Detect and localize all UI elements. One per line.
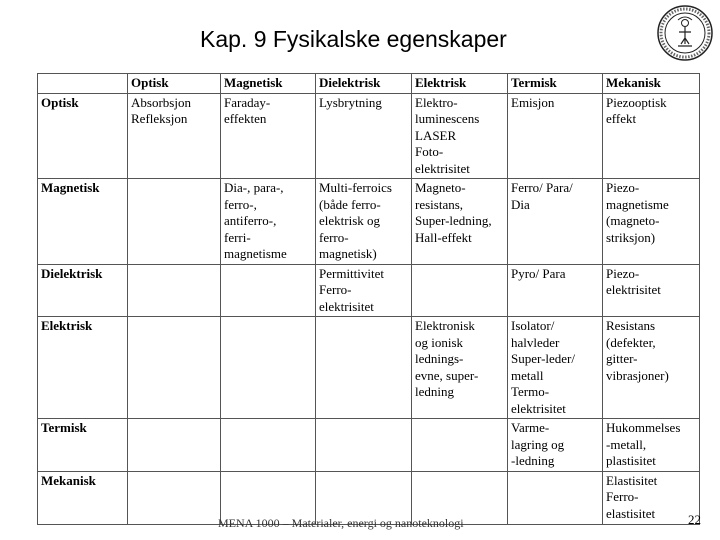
table-row: [38, 179, 700, 265]
table-cell: Varme- lagring og -ledning: [508, 419, 603, 472]
university-seal-logo: [656, 4, 714, 62]
table-cell: [128, 179, 221, 265]
table-cell: [128, 317, 221, 419]
table-cell: Permittivitet Ferro- elektrisitet: [316, 264, 412, 317]
table-cell: [316, 317, 412, 419]
slide-title: Kap. 9 Fysikalske egenskaper: [200, 26, 507, 52]
table-cell: [508, 471, 603, 524]
table-cell: Magneto- resistans, Super-ledning, Hall-effekt: [412, 179, 508, 265]
table-cell: Ferro/ Para/ Dia: [508, 179, 603, 265]
column-header-mekanisk: Mekanisk: [603, 74, 700, 94]
table-cell: Emisjon: [508, 93, 603, 179]
table-header-row: [38, 74, 700, 94]
table-row: [38, 264, 700, 317]
table-cell: Faraday- effekten: [221, 93, 316, 179]
table-row: [38, 317, 700, 419]
row-header-magnetisk: Magnetisk: [38, 179, 128, 265]
row-header-elektrisk: Elektrisk: [38, 317, 128, 419]
table-cell: [128, 419, 221, 472]
table-cell: [128, 471, 221, 524]
table-cell: [412, 264, 508, 317]
slide-footer: MENA 1000 – Materialer, energi og nanoteknologi: [218, 516, 464, 530]
table-cell: Elektronisk og ionisk lednings- evne, super- ledning: [412, 317, 508, 419]
table-row: [38, 93, 700, 179]
table-cell: [221, 317, 316, 419]
column-header-dielektrisk: Dielektrisk: [316, 74, 412, 94]
row-header-termisk: Termisk: [38, 419, 128, 472]
table-cell: [412, 419, 508, 472]
column-header-elektrisk: Elektrisk: [412, 74, 508, 94]
table-cell: [128, 264, 221, 317]
row-header-mekanisk: Mekanisk: [38, 471, 128, 524]
table-cell: Elastisitet Ferro- elastisitet: [603, 471, 700, 524]
table-cell: Piezo- elektrisitet: [603, 264, 700, 317]
table-cell: Pyro/ Para: [508, 264, 603, 317]
table-cell: Elektro- luminescens LASER Foto- elektrisitet: [412, 93, 508, 179]
properties-table: [37, 73, 700, 525]
table-cell: Piezooptisk effekt: [603, 93, 700, 179]
table-cell: Hukommelses -metall, plastisitet: [603, 419, 700, 472]
table-cell: Isolator/ halvleder Super-leder/ metall Termo- elektrisitet: [508, 317, 603, 419]
header-corner-cell: [38, 74, 128, 94]
table-cell: Multi-ferroics (både ferro- elektrisk og ferro- magnetisk): [316, 179, 412, 265]
table-row: [38, 419, 700, 472]
row-header-dielektrisk: Dielektrisk: [38, 264, 128, 317]
table-cell: [316, 419, 412, 472]
table-cell: [221, 419, 316, 472]
table-cell: Piezo- magnetisme (magneto- striksjon): [603, 179, 700, 265]
column-header-magnetisk: Magnetisk: [221, 74, 316, 94]
table-cell: [221, 264, 316, 317]
table-cell: Dia-, para-, ferro-, antiferro-, ferri- magnetisme: [221, 179, 316, 265]
table-cell: Lysbrytning: [316, 93, 412, 179]
column-header-optisk: Optisk: [128, 74, 221, 94]
table-cell: Absorbsjon Refleksjon: [128, 93, 221, 179]
table-cell: Resistans (defekter, gitter- vibrasjoner): [603, 317, 700, 419]
column-header-termisk: Termisk: [508, 74, 603, 94]
page-number: 22: [688, 512, 701, 527]
row-header-optisk: Optisk: [38, 93, 128, 179]
